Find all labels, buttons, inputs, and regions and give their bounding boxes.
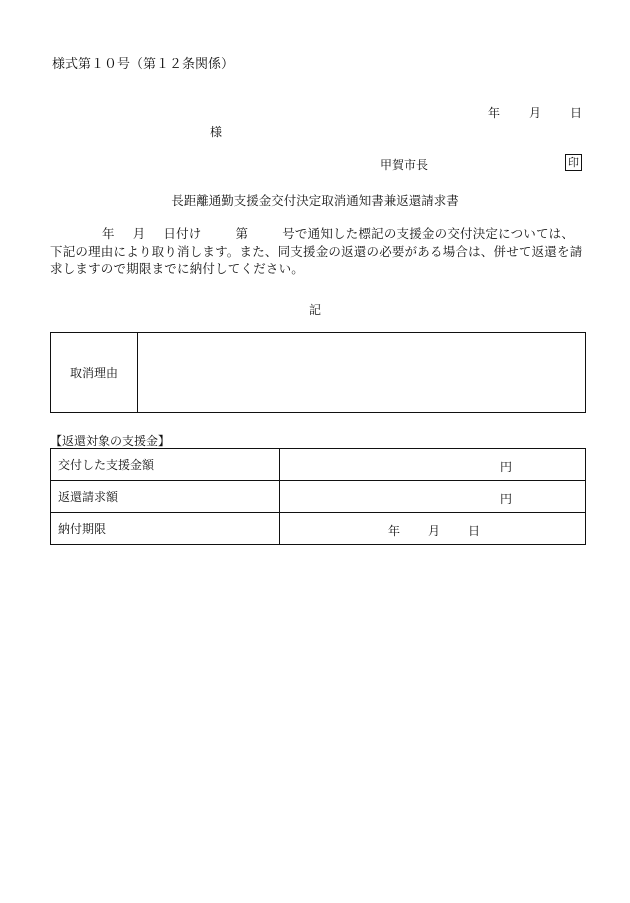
deadline-month: 月 bbox=[428, 524, 441, 538]
document-title: 長距離通勤支援金交付決定取消通知書兼返還請求書 bbox=[171, 193, 459, 208]
deadline-label: 納付期限 bbox=[51, 513, 280, 545]
date-day: 日 bbox=[570, 106, 583, 120]
table-row bbox=[51, 513, 586, 545]
yen-unit: 円 bbox=[500, 460, 513, 474]
date-month: 月 bbox=[529, 106, 542, 120]
addressee-suffix: 様 bbox=[210, 125, 223, 139]
body-text-1: 号で通知した標記の支援金の交付決定について bbox=[282, 226, 549, 241]
table-row bbox=[51, 481, 586, 513]
seal-mark: 印 bbox=[565, 154, 582, 171]
reason-box bbox=[50, 332, 586, 413]
refund-amount-label: 返還請求額 bbox=[51, 481, 280, 513]
granted-amount-label: 交付した支援金額 bbox=[51, 449, 280, 481]
table-row bbox=[51, 449, 586, 481]
body-month: 月 bbox=[132, 226, 146, 241]
deadline-date bbox=[388, 522, 480, 539]
issuer-name: 甲賀市長 bbox=[380, 158, 429, 172]
body-day-dated: 日付け bbox=[163, 226, 202, 241]
refund-amount-field[interactable] bbox=[280, 481, 586, 513]
reason-label: 取消理由 bbox=[51, 333, 138, 412]
date-year: 年 bbox=[488, 106, 501, 120]
body-dai: 第 bbox=[235, 226, 249, 241]
granted-amount-field[interactable] bbox=[280, 449, 586, 481]
yen-unit: 円 bbox=[500, 492, 513, 506]
refund-heading: 【返還対象の支援金】 bbox=[50, 434, 171, 448]
form-number: 様式第１０号（第１２条関係） bbox=[52, 57, 235, 72]
reason-field[interactable] bbox=[138, 333, 585, 412]
deadline-day: 日 bbox=[468, 524, 481, 538]
body-text-2: は、下記の理由により取り消します。また、同支援金の返還の必要がある場合は、併せて返還を請求しますので期限までに納付してください。 bbox=[50, 226, 583, 276]
date-line bbox=[488, 104, 582, 121]
deadline-year: 年 bbox=[388, 524, 401, 538]
body-year: 年 bbox=[102, 226, 115, 241]
body-text bbox=[50, 225, 585, 278]
deadline-field[interactable] bbox=[280, 513, 586, 545]
refund-table bbox=[50, 448, 586, 545]
ki-marker: 記 bbox=[308, 303, 321, 317]
